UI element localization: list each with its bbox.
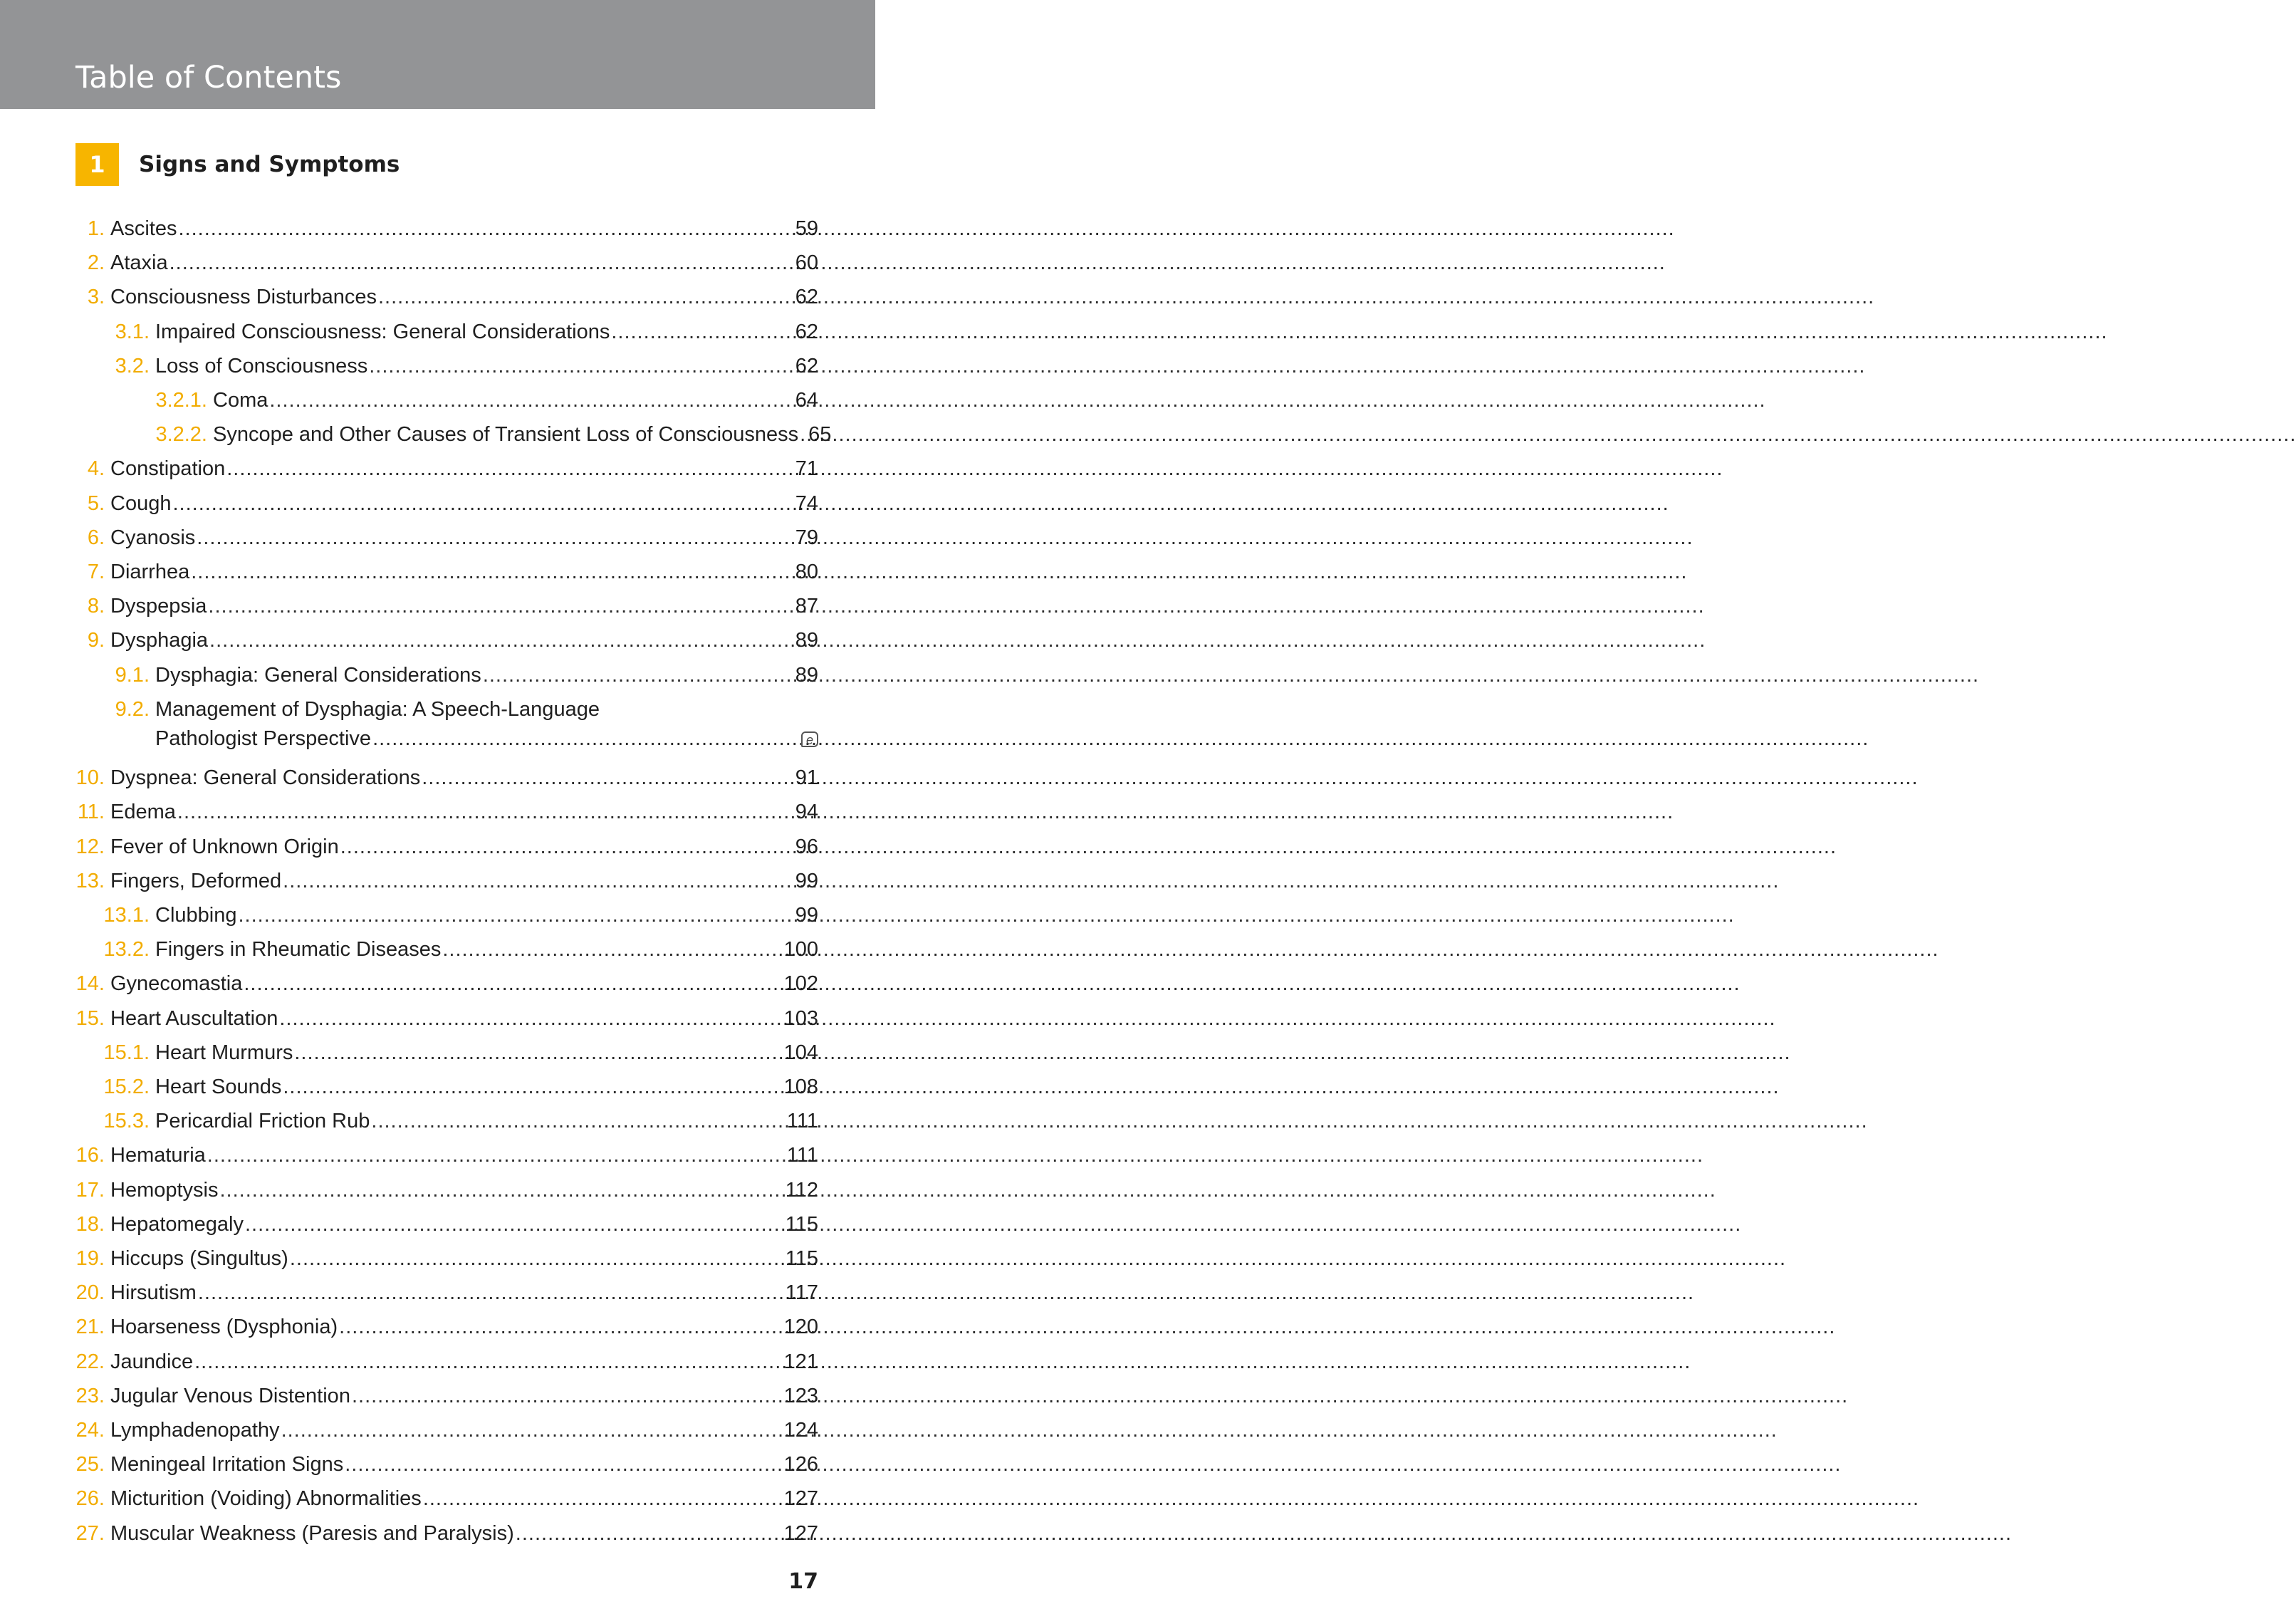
dot-leader — [208, 592, 793, 620]
toc-page — [0, 0, 875, 1599]
toc-entry-page: 111 — [786, 1110, 818, 1133]
toc-entry-page: 94 — [795, 801, 818, 824]
chapter-heading — [75, 143, 400, 186]
toc-entry[interactable] — [0, 1484, 875, 1513]
toc-entry[interactable] — [0, 833, 875, 861]
toc-entry-title: Cough — [110, 491, 172, 515]
dot-leader — [198, 1278, 784, 1307]
toc-entry-title: Ascites — [110, 217, 177, 240]
dot-leader — [194, 1348, 783, 1376]
dot-leader — [516, 1519, 783, 1548]
toc-entry[interactable] — [0, 1313, 875, 1341]
toc-entry-number: 5. — [87, 491, 105, 515]
toc-entry-number: 8. — [87, 595, 105, 618]
toc-entry-continuation[interactable] — [0, 724, 875, 753]
toc-entry-number: 10. — [75, 766, 105, 790]
toc-entry-page: 99 — [795, 904, 818, 927]
toc-entry-page: 115 — [785, 1247, 818, 1270]
toc-entry-number: 14. — [75, 972, 105, 996]
toc-entry-number: 19. — [75, 1247, 105, 1270]
dot-leader — [340, 833, 794, 861]
toc-entry[interactable] — [0, 1278, 875, 1307]
toc-entry-page: 115 — [785, 1212, 818, 1236]
dot-leader — [226, 454, 794, 483]
toc-entry-page: 100 — [783, 938, 818, 962]
toc-entry-page: 65 — [808, 423, 832, 447]
dot-leader — [345, 1450, 782, 1479]
toc-entry[interactable] — [0, 1416, 875, 1444]
toc-entry-page: 126 — [783, 1453, 818, 1476]
toc-entry-title: Hemoptysis — [110, 1178, 219, 1202]
toc-entry-title: Dysphagia — [110, 629, 209, 652]
toc-entry-title: Fingers in Rheumatic Diseases — [155, 938, 442, 962]
toc-entry-number: 3. — [87, 286, 105, 309]
toc-entry-title: Management of Dysphagia: A Speech-Language — [155, 697, 600, 721]
toc-entry[interactable] — [0, 1519, 875, 1548]
toc-entry[interactable] — [0, 695, 875, 724]
toc-entry-page: 89 — [795, 629, 818, 652]
toc-entry[interactable] — [0, 283, 875, 311]
toc-entry-page: 80 — [795, 561, 818, 583]
toc-entry-page: 64 — [795, 389, 818, 412]
dot-leader — [294, 1038, 782, 1067]
dot-leader — [371, 1107, 786, 1135]
toc-entry-number: 18. — [75, 1212, 105, 1236]
dot-leader — [220, 1176, 784, 1204]
page-number: 17 — [788, 1569, 818, 1594]
dot-leader — [442, 935, 782, 964]
toc-entry-number: 21. — [75, 1316, 105, 1339]
toc-entry[interactable] — [0, 1450, 875, 1479]
toc-entry-page: 111 — [786, 1144, 818, 1167]
dot-leader — [611, 318, 793, 346]
toc-entry-title: Fingers, Deformed — [110, 869, 282, 892]
dot-leader — [207, 1141, 786, 1170]
toc-entry-page: 79 — [795, 526, 818, 549]
toc-entry-title-continued: Pathologist Perspective — [155, 727, 372, 750]
dot-leader — [209, 626, 794, 655]
toc-entry[interactable] — [0, 489, 875, 518]
toc-entry-number: 24. — [75, 1419, 105, 1442]
toc-entry[interactable] — [0, 524, 875, 552]
toc-entry-page: 104 — [783, 1041, 818, 1064]
dot-leader — [245, 1210, 784, 1239]
toc-entry-page: 96 — [795, 835, 818, 858]
toc-entry[interactable] — [0, 1004, 875, 1033]
dot-leader — [191, 558, 794, 586]
toc-entry-title: Heart Murmurs — [155, 1041, 293, 1064]
dot-leader — [422, 764, 793, 792]
toc-entry[interactable] — [0, 214, 875, 243]
toc-entry-number: 16. — [75, 1144, 105, 1167]
toc-entry-page: 62 — [795, 320, 818, 343]
dot-leader — [283, 867, 794, 895]
toc-entry[interactable] — [0, 867, 875, 895]
toc-entry-page: 121 — [783, 1350, 818, 1373]
toc-entry-page: 71 — [795, 457, 818, 481]
toc-entry-number: 9.1. — [115, 663, 150, 687]
toc-entry-title: Coma — [213, 389, 268, 412]
toc-entry-title: Syncope and Other Causes of Transient Loss of Consciousness — [213, 423, 799, 447]
toc-entry-number: 13.2. — [103, 938, 150, 962]
toc-entry-title: Hepatomegaly — [110, 1212, 244, 1236]
toc-entry-title: Edema — [110, 801, 176, 824]
toc-entry[interactable] — [0, 935, 875, 964]
toc-entry[interactable] — [0, 1107, 875, 1135]
toc-entry[interactable] — [0, 969, 875, 998]
toc-entry-number: 27. — [75, 1521, 105, 1545]
chapter-title: Signs and Symptoms — [139, 152, 400, 177]
toc-entry-page: 124 — [783, 1419, 818, 1442]
toc-entry[interactable] — [0, 626, 875, 655]
toc-entry[interactable] — [0, 420, 875, 449]
toc-entry-page: 89 — [795, 663, 818, 687]
toc-entry-title: Constipation — [110, 457, 226, 481]
toc-entry[interactable] — [0, 592, 875, 620]
toc-entry-title: Pericardial Friction Rub — [155, 1110, 370, 1133]
dot-leader — [290, 1244, 784, 1273]
dot-leader — [483, 661, 794, 689]
header-bar — [0, 0, 875, 109]
toc-entry-title: Clubbing — [155, 904, 237, 927]
toc-entry-number: 17. — [75, 1178, 105, 1202]
toc-entry-page: 87 — [795, 595, 818, 618]
dot-leader — [378, 283, 794, 311]
toc-entry-page: 120 — [783, 1316, 818, 1339]
toc-entry-number: 11. — [77, 801, 105, 824]
toc-entry-title: Dyspnea: General Considerations — [110, 766, 421, 790]
toc-entry-title: Dysphagia: General Considerations — [155, 663, 481, 687]
toc-entry[interactable] — [0, 1382, 875, 1410]
toc-entry[interactable] — [0, 558, 875, 586]
toc-entry-number: 6. — [87, 526, 105, 549]
toc-entry-page: 102 — [783, 972, 818, 996]
toc-entry-title: Hirsutism — [110, 1281, 197, 1305]
toc-entry-title: Gynecomastia — [110, 972, 243, 996]
toc-entry[interactable] — [0, 661, 875, 689]
toc-entry-number: 12. — [75, 835, 105, 858]
toc-entry-page: 108 — [783, 1075, 818, 1098]
online-resource-icon — [797, 724, 818, 753]
toc-entry-page: 99 — [795, 869, 818, 892]
chapter-number-badge: 1 — [75, 143, 119, 186]
toc-entry-page: 62 — [795, 354, 818, 377]
toc-entry-title: Micturition (Voiding) Abnormalities — [110, 1487, 422, 1511]
dot-leader — [352, 1382, 783, 1410]
dot-leader — [238, 901, 793, 929]
toc-entry-title: Diarrhea — [110, 561, 190, 583]
toc-entry-number: 7. — [87, 561, 105, 583]
toc-entry[interactable] — [0, 901, 875, 929]
toc-entry-title: Consciousness Disturbances — [110, 286, 377, 309]
toc-entry-page: 123 — [783, 1384, 818, 1407]
toc-entry-title: Lymphadenopathy — [110, 1419, 280, 1442]
toc-entry[interactable] — [0, 1141, 875, 1170]
toc-entry-page: 127 — [783, 1521, 818, 1545]
dot-leader — [177, 798, 794, 826]
dot-leader — [369, 352, 794, 380]
dot-leader — [197, 524, 793, 552]
toc-entry[interactable] — [0, 1176, 875, 1204]
toc-entry-page: 112 — [785, 1178, 818, 1202]
e-book-icon: e — [801, 731, 818, 747]
dot-leader — [269, 386, 793, 415]
toc-entry-number: 15.3. — [103, 1110, 150, 1133]
toc-entry-page: 117 — [785, 1281, 818, 1305]
toc-entry-page: 103 — [783, 1006, 818, 1030]
toc-entry-number: 20. — [75, 1281, 105, 1305]
dot-leader — [339, 1313, 782, 1341]
toc-entry[interactable] — [0, 1348, 875, 1376]
toc-entry-page: 62 — [795, 286, 818, 309]
dot-leader — [281, 1416, 783, 1444]
toc-entry-title: Loss of Consciousness — [155, 354, 368, 377]
toc-entry[interactable] — [0, 1038, 875, 1067]
toc-entry-title: Hiccups (Singultus) — [110, 1247, 288, 1270]
dot-leader — [423, 1484, 783, 1513]
dot-leader — [283, 1073, 782, 1101]
toc-entry[interactable] — [0, 249, 875, 277]
toc-entry[interactable] — [0, 386, 875, 415]
toc-entry[interactable] — [0, 1244, 875, 1273]
toc-entry-title: Jaundice — [110, 1350, 194, 1373]
toc-entry-number: 9. — [87, 629, 105, 652]
dot-leader — [178, 214, 793, 243]
dot-leader — [279, 1004, 782, 1033]
toc-entry-number: 4. — [87, 457, 105, 481]
toc-entry-page: 91 — [795, 766, 818, 790]
toc-entry[interactable] — [0, 1210, 875, 1239]
toc-entry-number: 2. — [87, 251, 105, 275]
toc-entry[interactable] — [0, 318, 875, 346]
toc-entry-number: 15.2. — [103, 1075, 150, 1098]
toc-entry-title: Meningeal Irritation Signs — [110, 1453, 344, 1476]
toc-entry-number: 26. — [75, 1487, 105, 1511]
toc-entry[interactable] — [0, 1073, 875, 1101]
toc-entry-number: 3.2.2. — [155, 423, 207, 447]
toc-entry-number: 13.1. — [103, 904, 150, 927]
toc-entry-title: Heart Auscultation — [110, 1006, 278, 1030]
toc-entry-number: 23. — [75, 1384, 105, 1407]
toc-entry-page: 74 — [795, 491, 818, 515]
toc-entry-title: Jugular Venous Distention — [110, 1384, 350, 1407]
dot-leader — [800, 420, 807, 449]
toc-entry-number: 13. — [75, 869, 105, 892]
toc-entry-number: 15.1. — [103, 1041, 150, 1064]
toc-entry-page: 59 — [795, 217, 818, 240]
toc-entry-number: 15. — [75, 1006, 105, 1030]
toc-entry-number: 3.2. — [115, 354, 150, 377]
toc-entry-title: Ataxia — [110, 251, 168, 275]
toc-entry[interactable] — [0, 352, 875, 380]
toc-entry-number: 3.1. — [115, 320, 150, 343]
toc-entry-number: 25. — [75, 1453, 105, 1476]
dot-leader — [244, 969, 782, 998]
toc-entry-title: Hoarseness (Dysphonia) — [110, 1316, 338, 1339]
toc-entry-title: Impaired Consciousness: General Considerations — [155, 320, 610, 343]
toc-entry-title: Cyanosis — [110, 526, 196, 549]
toc-entry-title: Muscular Weakness (Paresis and Paralysis) — [110, 1521, 514, 1545]
toc-entry-title: Dyspepsia — [110, 595, 207, 618]
toc-entry-title: Hematuria — [110, 1144, 206, 1167]
toc-entry[interactable] — [0, 764, 875, 792]
toc-entry-title: Heart Sounds — [155, 1075, 282, 1098]
toc-entry-number: 3.2.1. — [155, 389, 207, 412]
toc-entry-number: 9.2. — [115, 697, 150, 721]
dot-leader — [169, 249, 794, 277]
toc-entry[interactable] — [0, 454, 875, 483]
toc-entry-number: 1. — [87, 217, 105, 240]
toc-entry-title: Fever of Unknown Origin — [110, 835, 339, 858]
dot-leader — [372, 724, 795, 753]
toc-entry[interactable] — [0, 798, 875, 826]
toc-entry-page: 60 — [795, 251, 818, 275]
toc-entry-number: 22. — [75, 1350, 105, 1373]
page-title: Table of Contents — [75, 60, 342, 95]
toc-entry-page: 127 — [783, 1487, 818, 1511]
dot-leader — [172, 489, 793, 518]
